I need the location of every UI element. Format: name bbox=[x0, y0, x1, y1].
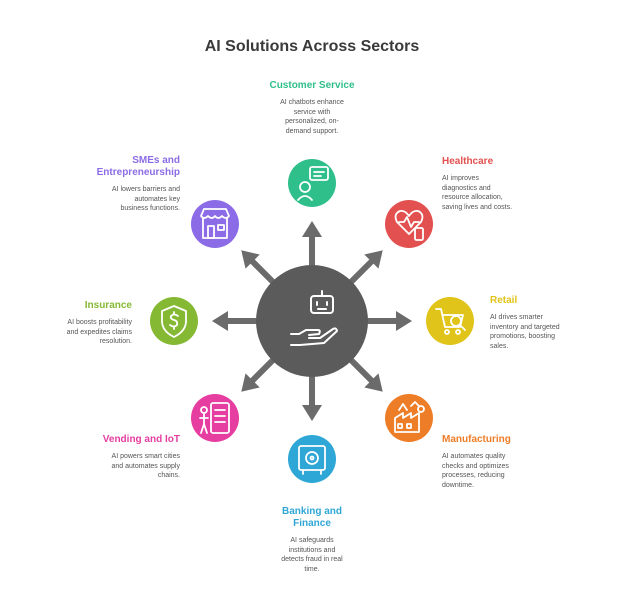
node-vending bbox=[191, 394, 239, 442]
customer-service-description-line: service with bbox=[293, 108, 331, 116]
label-insurance bbox=[22, 300, 132, 347]
arrow bbox=[362, 311, 412, 331]
banking-finance-description-line: detects fraud in real bbox=[281, 556, 343, 563]
healthcare-description-line: AI improves bbox=[442, 175, 479, 182]
diagram-title: AI Solutions Across Sectors bbox=[204, 38, 420, 55]
customer-service-description-line: demand support. bbox=[285, 127, 339, 135]
label-retail bbox=[490, 295, 600, 351]
node-circle bbox=[426, 297, 474, 345]
node-retail bbox=[426, 297, 474, 345]
node-customer-service bbox=[288, 159, 336, 207]
banking-finance-heading bbox=[252, 506, 372, 530]
retail-heading-line: Retail bbox=[490, 295, 518, 306]
insurance-heading bbox=[22, 300, 132, 312]
vending-iot-description-line: AI powers smart cities bbox=[111, 453, 180, 460]
node-circle bbox=[385, 394, 433, 442]
manufacturing-description-line: downtime. bbox=[442, 481, 474, 489]
banking-finance-description-line: time. bbox=[304, 565, 320, 573]
customer-service-description bbox=[252, 98, 372, 136]
arrow bbox=[302, 221, 322, 271]
vending-iot-heading-line: Vending and IoT bbox=[102, 434, 180, 445]
vending-iot-description-line: and automates supply bbox=[111, 462, 180, 470]
insurance-heading-line: Insurance bbox=[84, 300, 132, 311]
healthcare-description-line: resource allocation, bbox=[442, 194, 503, 201]
customer-service-heading-line: Customer Service bbox=[269, 80, 355, 91]
vending-iot-description bbox=[70, 452, 180, 481]
healthcare-heading-line: Healthcare bbox=[442, 156, 494, 167]
banking-finance-description bbox=[252, 536, 372, 574]
node-circle bbox=[191, 200, 239, 248]
healthcare-description-line: diagnostics and bbox=[442, 184, 491, 192]
node-circle bbox=[191, 394, 239, 442]
customer-service-heading bbox=[252, 80, 372, 92]
smes-heading bbox=[70, 155, 180, 179]
node-manufacturing bbox=[385, 394, 433, 442]
manufacturing-description-line: processes, reducing bbox=[442, 472, 505, 479]
label-smes bbox=[70, 155, 180, 214]
insurance-description-line: AI boosts profitability bbox=[67, 319, 132, 326]
smes-description-line: business functions. bbox=[120, 205, 180, 212]
retail-description-line: inventory and targeted bbox=[490, 323, 560, 331]
manufacturing-heading-line: Manufacturing bbox=[442, 434, 511, 445]
retail-description-line: AI drives smarter bbox=[490, 314, 543, 321]
retail-description bbox=[490, 313, 600, 351]
smes-heading-line: SMEs and bbox=[132, 155, 180, 166]
node-banking bbox=[288, 435, 336, 483]
manufacturing-description bbox=[442, 452, 552, 490]
manufacturing-description-line: AI automates quality bbox=[442, 453, 506, 460]
arrow bbox=[302, 371, 322, 421]
label-banking-finance bbox=[252, 506, 372, 574]
node-insurance bbox=[150, 297, 198, 345]
label-healthcare bbox=[442, 156, 552, 212]
smes-description-line: automates key bbox=[134, 195, 180, 203]
customer-service-description-line: AI chatbots enhance bbox=[280, 99, 344, 106]
healthcare-heading bbox=[442, 156, 552, 168]
banking-finance-heading-line: Banking and bbox=[281, 506, 342, 517]
banking-finance-heading-line: Finance bbox=[293, 518, 331, 529]
manufacturing-heading bbox=[442, 434, 552, 446]
vending-iot-description-line: chains. bbox=[157, 472, 180, 479]
retail-description-line: promotions, boosting bbox=[490, 333, 555, 340]
node-smes bbox=[191, 200, 239, 248]
insurance-description-line: resolution. bbox=[99, 338, 132, 345]
center-hub bbox=[256, 265, 368, 377]
banking-finance-description-line: AI safeguards bbox=[290, 537, 334, 544]
retail-description-line: sales. bbox=[490, 342, 509, 350]
manufacturing-description-line: checks and optimizes bbox=[442, 462, 509, 470]
node-healthcare bbox=[385, 200, 433, 248]
banking-finance-description-line: institutions and bbox=[288, 546, 336, 554]
smes-description bbox=[70, 185, 180, 214]
customer-service-description-line: personalized, on- bbox=[285, 118, 339, 125]
smes-description-line: AI lowers barriers and bbox=[111, 186, 180, 193]
vending-iot-heading bbox=[70, 434, 180, 446]
label-vending-iot bbox=[70, 434, 180, 481]
retail-heading bbox=[490, 295, 600, 307]
insurance-description-line: and expedites claims bbox=[66, 328, 132, 336]
healthcare-description-line: saving lives and costs. bbox=[442, 203, 513, 211]
arrow bbox=[212, 311, 262, 331]
insurance-description bbox=[22, 318, 132, 347]
smes-heading-line: Entrepreneurship bbox=[96, 167, 180, 178]
label-customer-service bbox=[252, 80, 372, 136]
healthcare-description bbox=[442, 174, 552, 212]
label-manufacturing bbox=[442, 434, 552, 490]
